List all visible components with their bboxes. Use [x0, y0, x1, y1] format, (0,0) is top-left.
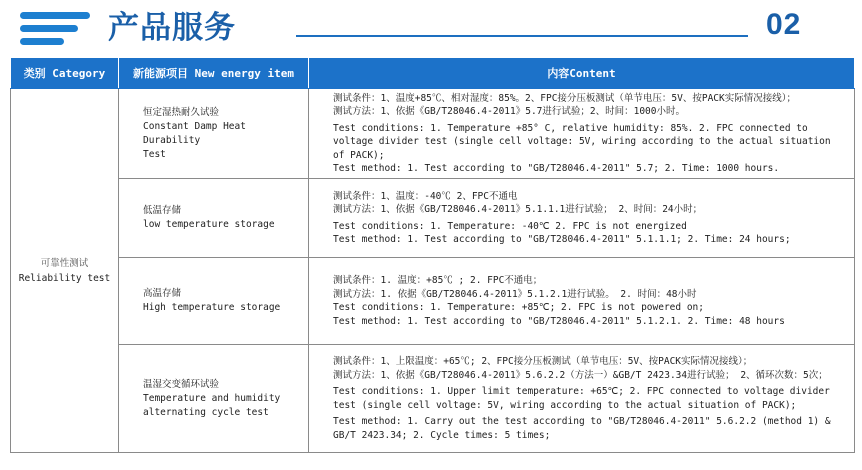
header [0, 0, 862, 56]
service-table [10, 57, 855, 453]
test-condition-cn: 测试条件：1、上限温度：+65℃; 2、FPC接分压板测试（单节电压：5V、按PACK实际情况接线）； [333, 356, 753, 367]
test-method-en: Test method: 1. Carry out the test according to "GB/T28046.4-2011" 5.6.2.2 (method 1) & GB/T 2423.34; 2. Cycle times: 5 times; [333, 416, 831, 441]
item-cn: 恒定湿热耐久试验 [143, 106, 220, 118]
table-header-row [11, 58, 855, 89]
test-condition-en: Test conditions: 1. Upper limit temperature: +65℃; 2. FPC connected to voltage divider test (single cell voltage: 5V, wiring according to the actual situation of PACK); [333, 386, 830, 411]
item-cell [119, 179, 309, 258]
content-cell [309, 345, 855, 453]
item-en: low temperature storage [143, 219, 275, 230]
test-condition-en: Test conditions: 1. Temperature +85° C, relative humidity: 85%. 2. FPC connected to voltage divider test (single cell voltage: 5V, wiring according to the actual situation of PACK); [333, 122, 831, 161]
item-en: High temperature storage [143, 302, 281, 313]
test-method-en: Test method: 1. Test according to "GB/T28046.4-2011" 5.1.1.1; 2. Time: 24 hours; [333, 234, 791, 245]
test-method-cn: 测试方法：1、依据《GB/T28046.4-2011》5.7进行试验；2、时间：1000小时。 [333, 106, 685, 117]
category-en: Reliability test [18, 272, 111, 284]
table-row [11, 345, 855, 453]
item-cell [119, 258, 309, 345]
item-en: Test [143, 148, 166, 160]
category-cell [11, 89, 119, 453]
content-cell [309, 258, 855, 345]
item-cn: 温湿交变循环试验 [143, 378, 220, 390]
test-method-en: Test method: 1. Test according to "GB/T28046.4-2011" 5.1.2.1. 2. Time: 48 hours [333, 315, 785, 327]
content-cell [309, 89, 855, 179]
item-cn: 高温存储 [143, 288, 182, 299]
page-number: 02 [766, 8, 802, 41]
category-cn: 可靠性测试 [40, 257, 89, 269]
table-row [11, 258, 855, 345]
item-en: Constant Damp Heat Durability [143, 120, 246, 146]
item-cell [119, 345, 309, 453]
column-header-content: 内容Content [309, 58, 855, 89]
test-condition-en: Test conditions: 1. Temperature: +85℃; 2. FPC is not powered on; [333, 302, 704, 313]
test-method-en: Test method: 1. Test according to "GB/T28046.4-2011" 5.7; 2. Time: 1000 hours. [333, 163, 780, 174]
column-header-item: 新能源项目 New energy item [119, 58, 309, 89]
test-condition-cn: 测试条件：1、温度：-40℃ 2、FPC不通电 [333, 190, 518, 202]
test-condition-en: Test conditions: 1. Temperature: -40℃ 2. FPC is not energized [333, 220, 687, 232]
item-cn: 低温存储 [143, 205, 182, 216]
stripes-logo-icon [20, 10, 92, 46]
test-method-cn: 测试方法：1. 依据《GB/T28046.4-2011》5.1.2.1进行试验。 2. 时间：48小时 [333, 288, 697, 300]
test-method-cn: 测试方法：1、依据《GB/T28046.4-2011》5.6.2.2（方法一）&GB/T 2423.34进行试验； 2、循环次数：5次； [333, 369, 828, 381]
column-header-category: 类别 Category [11, 58, 119, 89]
header-rule [296, 35, 748, 37]
test-method-cn: 测试方法：1、依据《GB/T28046.4-2011》5.1.1.1进行试验； 2、时间：24小时； [333, 204, 703, 215]
item-en: alternating cycle test [143, 406, 269, 418]
table-row [11, 179, 855, 258]
item-en: Temperature and humidity [143, 392, 281, 404]
test-condition-cn: 测试条件：1. 温度：+85℃ ; 2. FPC不通电； [333, 275, 543, 286]
content-cell [309, 179, 855, 258]
test-condition-cn: 测试条件：1、温度+85℃、相对湿度：85%。2、FPC接分压板测试（单节电压：5V、按PACK实际情况接线）； [333, 92, 796, 104]
page-title: 产品服务 [108, 10, 236, 46]
table-row [11, 89, 855, 179]
item-cell [119, 89, 309, 179]
